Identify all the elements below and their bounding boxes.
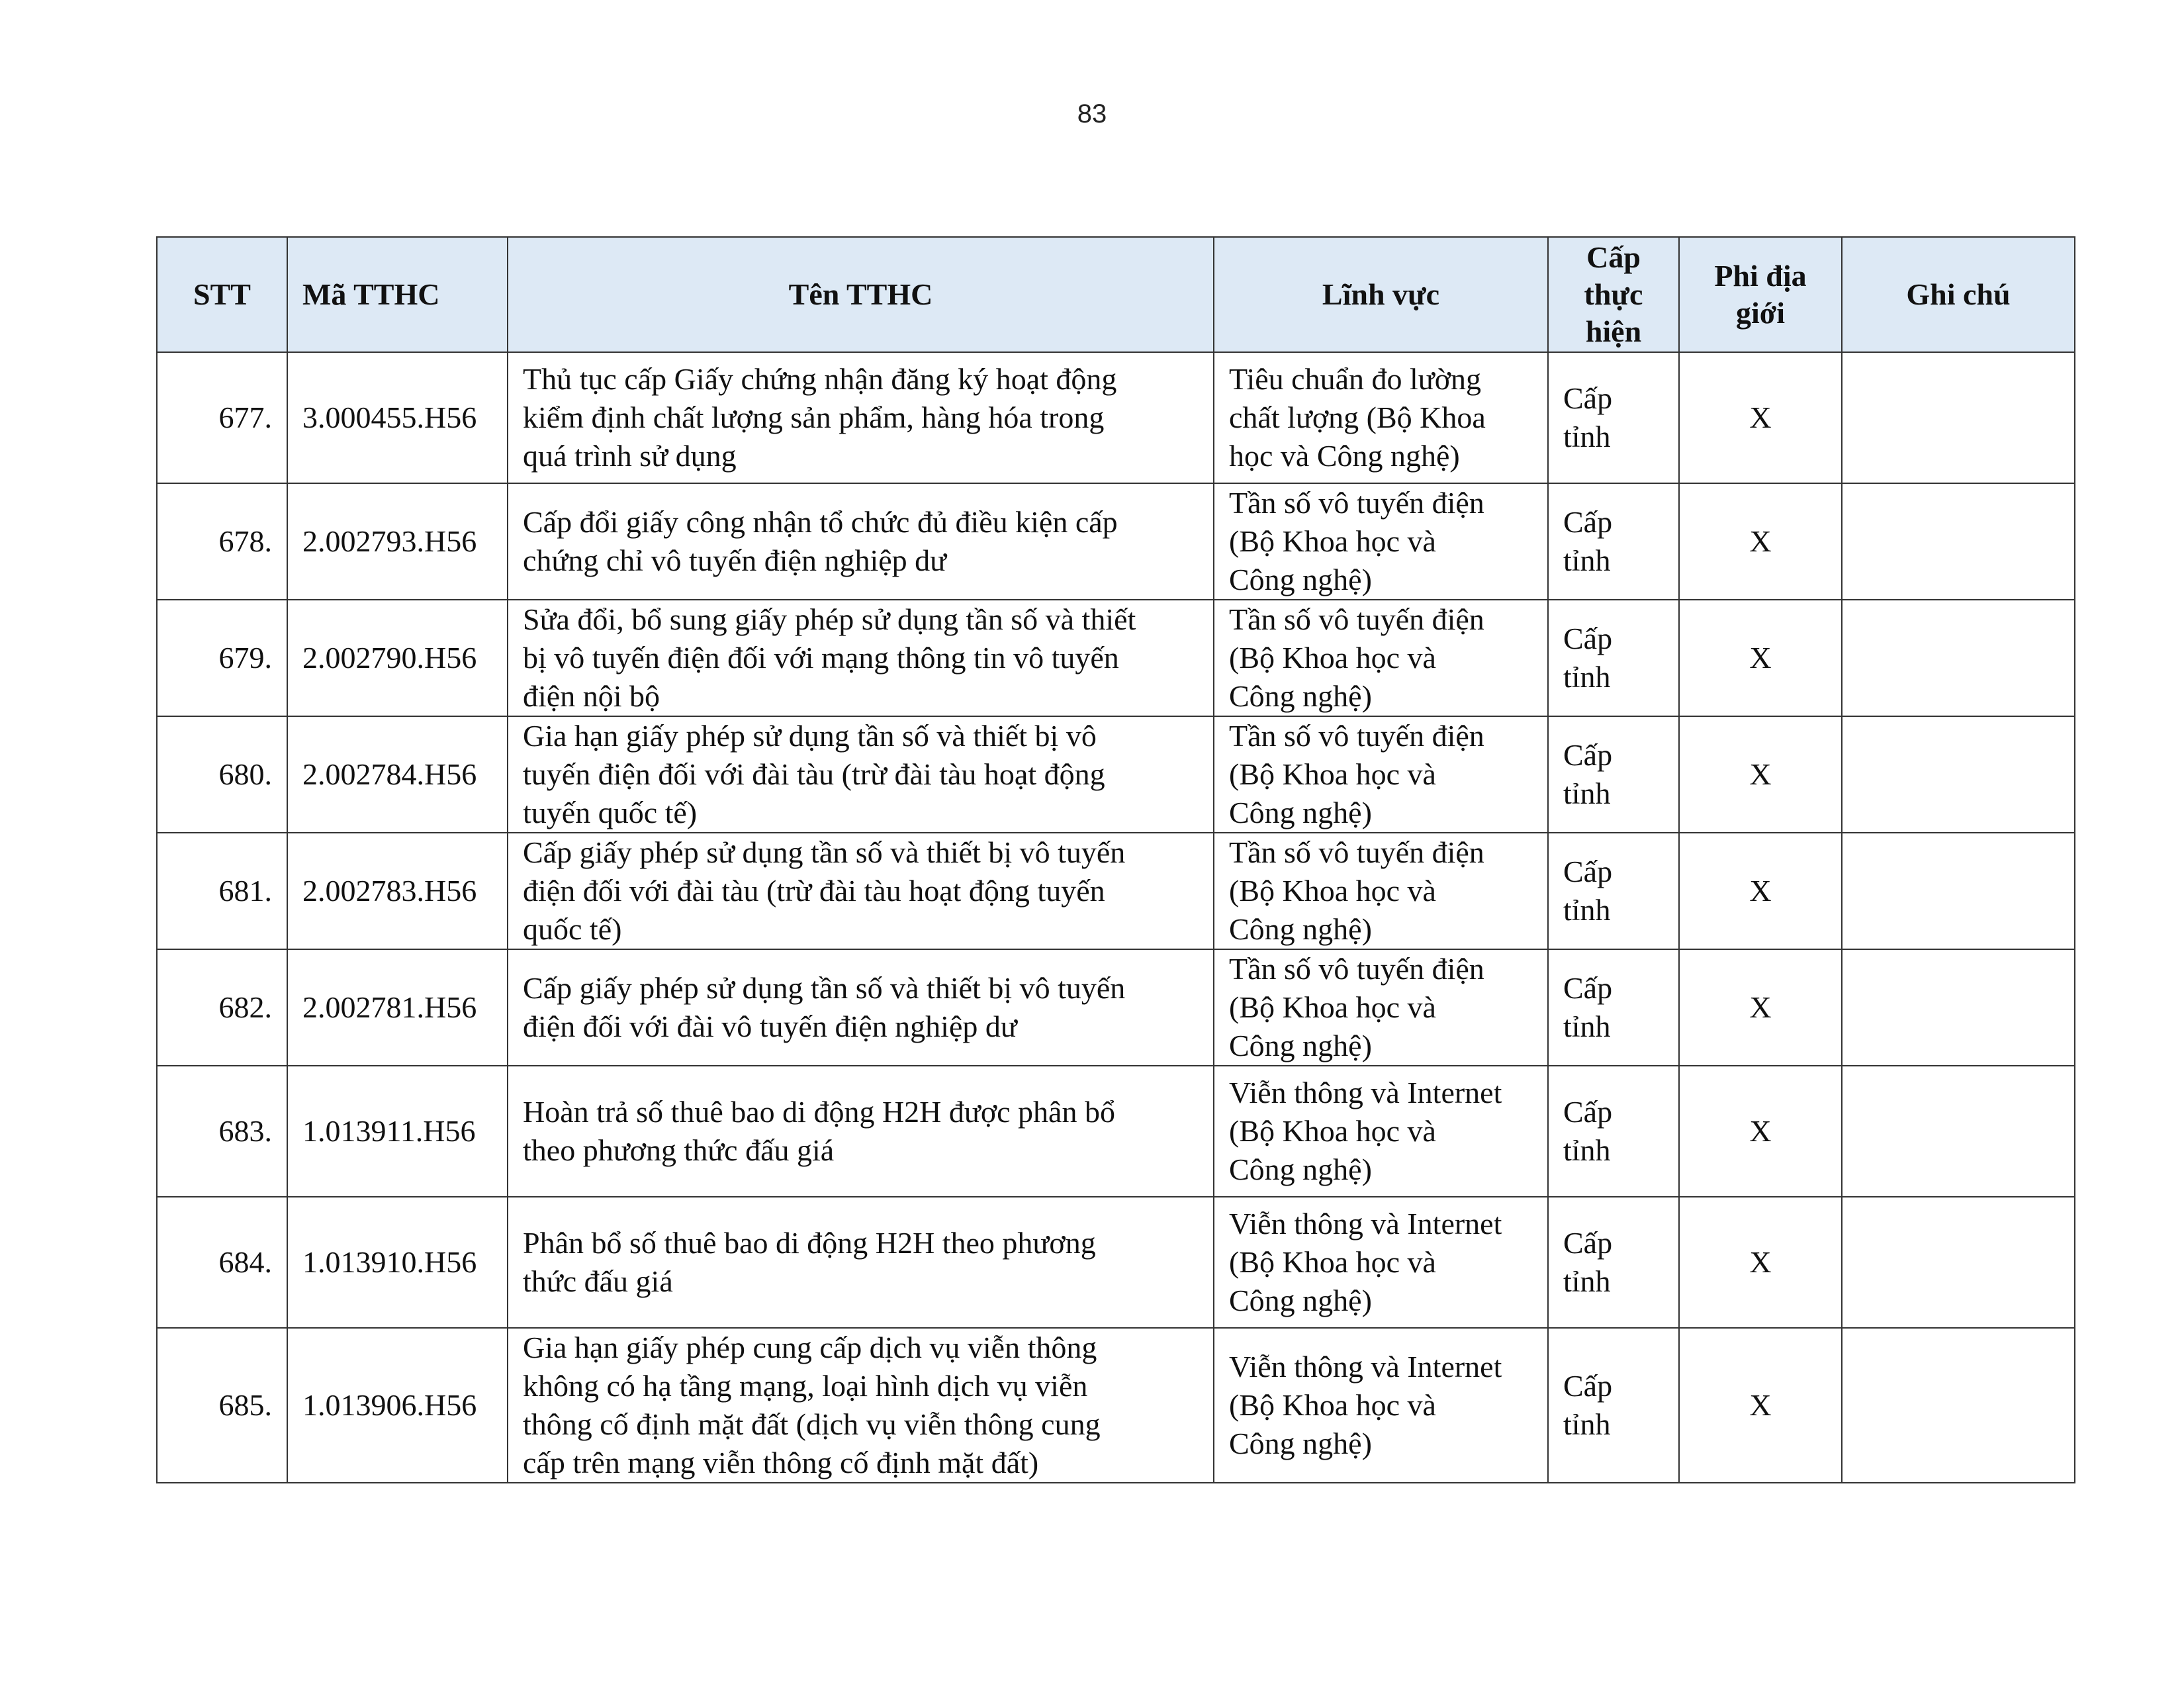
text-line: chất lượng (Bộ Khoa xyxy=(1229,400,1486,434)
table-header xyxy=(157,237,2075,352)
text-line: thông cố định mặt đất (dịch vụ viễn thông cung xyxy=(523,1407,1101,1441)
cell-ten-tthc xyxy=(508,833,1214,949)
text-line: Viễn thông và Internet xyxy=(1229,1207,1502,1241)
text-line: Công nghệ) xyxy=(1229,796,1372,829)
text-line: (Bộ Khoa học và xyxy=(1229,1245,1436,1279)
cell-linh-vuc xyxy=(1214,716,1548,833)
text-line: quốc tế) xyxy=(523,912,622,946)
text-line: điện đối với đài vô tuyến điện nghiệp dư xyxy=(523,1009,1017,1043)
cell-linh-vuc xyxy=(1214,833,1548,949)
table-row xyxy=(157,716,2075,833)
header-phi-dia-gioi xyxy=(1679,237,1842,352)
text-line: Công nghệ) xyxy=(1229,1427,1372,1460)
cell-ten-tthc xyxy=(508,600,1214,716)
cell-phi-dia-gioi: X xyxy=(1679,949,1842,1066)
text-line: tỉnh xyxy=(1563,1407,1611,1441)
header-cap-line2: thực xyxy=(1584,277,1643,311)
header-phi-line1: Phi địa xyxy=(1714,259,1807,293)
text-line: Cấp xyxy=(1563,971,1613,1005)
text-line: (Bộ Khoa học và xyxy=(1229,990,1436,1024)
text-line: (Bộ Khoa học và xyxy=(1229,874,1436,908)
cell-ma-tthc: 2.002783.H56 xyxy=(287,833,508,949)
text-line: cấp trên mạng viễn thông cố định mặt đất) xyxy=(523,1446,1039,1479)
cell-ma-tthc: 2.002781.H56 xyxy=(287,949,508,1066)
cell-ten-tthc xyxy=(508,949,1214,1066)
text-line: Công nghệ) xyxy=(1229,912,1372,946)
text-line: kiểm định chất lượng sản phẩm, hàng hóa trong xyxy=(523,400,1105,434)
text-line: quá trình sử dụng xyxy=(523,439,737,473)
text-line: Cấp xyxy=(1563,1095,1613,1129)
text-line: Viễn thông và Internet xyxy=(1229,1350,1502,1383)
cell-linh-vuc xyxy=(1214,949,1548,1066)
cell-phi-dia-gioi: X xyxy=(1679,716,1842,833)
procedures-table xyxy=(156,236,2075,1483)
text-line: Tần số vô tuyến điện xyxy=(1229,835,1484,869)
text-line: chứng chỉ vô tuyến điện nghiệp dư xyxy=(523,543,947,577)
cell-cap-thuc-hien xyxy=(1548,716,1679,833)
text-line: (Bộ Khoa học và xyxy=(1229,757,1436,791)
text-line: tỉnh xyxy=(1563,776,1611,810)
text-line: Gia hạn giấy phép sử dụng tần số và thiết bị vô xyxy=(523,719,1097,753)
text-line: Gia hạn giấy phép cung cấp dịch vụ viễn thông xyxy=(523,1331,1097,1364)
cell-phi-dia-gioi: X xyxy=(1679,833,1842,949)
text-line: Cấp xyxy=(1563,1369,1613,1403)
cell-ma-tthc: 2.002784.H56 xyxy=(287,716,508,833)
cell-linh-vuc xyxy=(1214,483,1548,600)
text-line: Tần số vô tuyến điện xyxy=(1229,486,1484,520)
cell-ghi-chu xyxy=(1842,352,2075,483)
cell-ghi-chu xyxy=(1842,600,2075,716)
cell-ghi-chu xyxy=(1842,1328,2075,1483)
cell-stt: 683. xyxy=(157,1066,287,1197)
header-ten-tthc: Tên TTHC xyxy=(508,237,1214,352)
text-line: Tần số vô tuyến điện xyxy=(1229,602,1484,636)
text-line: tuyến điện đối với đài tàu (trừ đài tàu hoạt động xyxy=(523,757,1105,791)
text-line: Phân bổ số thuê bao di động H2H theo phương xyxy=(523,1226,1096,1260)
cell-ma-tthc: 2.002790.H56 xyxy=(287,600,508,716)
header-stt: STT xyxy=(157,237,287,352)
text-line: Hoàn trả số thuê bao di động H2H được phân bổ xyxy=(523,1095,1115,1129)
text-line: điện đối với đài tàu (trừ đài tàu hoạt động tuyến xyxy=(523,874,1105,908)
text-line: Công nghệ) xyxy=(1229,679,1372,713)
cell-ten-tthc xyxy=(508,1066,1214,1197)
cell-linh-vuc xyxy=(1214,1066,1548,1197)
text-line: tỉnh xyxy=(1563,660,1611,694)
text-line: tỉnh xyxy=(1563,1264,1611,1298)
table-row xyxy=(157,483,2075,600)
header-ma-tthc: Mã TTHC xyxy=(287,237,508,352)
text-line: Công nghệ) xyxy=(1229,563,1372,596)
header-linh-vuc: Lĩnh vực xyxy=(1214,237,1548,352)
cell-ten-tthc xyxy=(508,352,1214,483)
text-line: điện nội bộ xyxy=(523,679,660,713)
header-cap-line1: Cấp xyxy=(1586,240,1641,274)
header-ghi-chu: Ghi chú xyxy=(1842,237,2075,352)
text-line: tuyến quốc tế) xyxy=(523,796,698,829)
text-line: Cấp giấy phép sử dụng tần số và thiết bị vô tuyến xyxy=(523,971,1126,1005)
cell-ghi-chu xyxy=(1842,1066,2075,1197)
text-line: Cấp đổi giấy công nhận tổ chức đủ điều kiện cấp xyxy=(523,505,1118,539)
cell-ghi-chu xyxy=(1842,949,2075,1066)
text-line: Cấp xyxy=(1563,1226,1613,1260)
cell-ma-tthc: 2.002793.H56 xyxy=(287,483,508,600)
page-number: 83 xyxy=(1077,99,1107,128)
cell-cap-thuc-hien xyxy=(1548,1197,1679,1328)
text-line: Công nghệ) xyxy=(1229,1152,1372,1186)
text-line: (Bộ Khoa học và xyxy=(1229,641,1436,675)
cell-phi-dia-gioi: X xyxy=(1679,1197,1842,1328)
cell-ghi-chu xyxy=(1842,1197,2075,1328)
text-line: Tần số vô tuyến điện xyxy=(1229,719,1484,753)
cell-cap-thuc-hien xyxy=(1548,833,1679,949)
cell-cap-thuc-hien xyxy=(1548,600,1679,716)
cell-ten-tthc xyxy=(508,483,1214,600)
cell-cap-thuc-hien xyxy=(1548,1066,1679,1197)
cell-linh-vuc xyxy=(1214,600,1548,716)
cell-ten-tthc xyxy=(508,1197,1214,1328)
text-line: thức đấu giá xyxy=(523,1264,673,1298)
cell-stt: 680. xyxy=(157,716,287,833)
text-line: (Bộ Khoa học và xyxy=(1229,1114,1436,1148)
cell-ghi-chu xyxy=(1842,833,2075,949)
cell-linh-vuc xyxy=(1214,1328,1548,1483)
cell-ghi-chu xyxy=(1842,716,2075,833)
text-line: Công nghệ) xyxy=(1229,1029,1372,1062)
cell-stt: 679. xyxy=(157,600,287,716)
text-line: Cấp xyxy=(1563,505,1613,539)
text-line: tỉnh xyxy=(1563,1133,1611,1167)
table-body xyxy=(157,352,2075,1483)
text-line: Cấp xyxy=(1563,855,1613,888)
table-row xyxy=(157,352,2075,483)
header-phi-line2: giới xyxy=(1735,296,1786,330)
cell-phi-dia-gioi: X xyxy=(1679,352,1842,483)
text-line: Thủ tục cấp Giấy chứng nhận đăng ký hoạt động xyxy=(523,362,1117,396)
table-row xyxy=(157,949,2075,1066)
table-row xyxy=(157,1066,2075,1197)
text-line: học và Công nghệ) xyxy=(1229,439,1460,473)
cell-linh-vuc xyxy=(1214,352,1548,483)
cell-stt: 678. xyxy=(157,483,287,600)
cell-phi-dia-gioi: X xyxy=(1679,1066,1842,1197)
header-row xyxy=(157,237,2075,352)
text-line: không có hạ tầng mạng, loại hình dịch vụ viễn xyxy=(523,1369,1088,1403)
cell-phi-dia-gioi: X xyxy=(1679,483,1842,600)
text-line: theo phương thức đấu giá xyxy=(523,1133,835,1167)
text-line: Cấp xyxy=(1563,381,1613,415)
cell-ghi-chu xyxy=(1842,483,2075,600)
header-cap-thuc-hien xyxy=(1548,237,1679,352)
table-row xyxy=(157,833,2075,949)
text-line: Cấp xyxy=(1563,738,1613,772)
cell-stt: 685. xyxy=(157,1328,287,1483)
text-line: tỉnh xyxy=(1563,543,1611,577)
text-line: tỉnh xyxy=(1563,1009,1611,1043)
text-line: tỉnh xyxy=(1563,420,1611,453)
table-row xyxy=(157,1197,2075,1328)
text-line: Tần số vô tuyến điện xyxy=(1229,952,1484,986)
cell-ma-tthc: 3.000455.H56 xyxy=(287,352,508,483)
cell-phi-dia-gioi: X xyxy=(1679,600,1842,716)
text-line: Công nghệ) xyxy=(1229,1284,1372,1317)
cell-stt: 681. xyxy=(157,833,287,949)
cell-cap-thuc-hien xyxy=(1548,1328,1679,1483)
cell-ten-tthc xyxy=(508,1328,1214,1483)
table-row xyxy=(157,1328,2075,1483)
text-line: (Bộ Khoa học và xyxy=(1229,1388,1436,1422)
cell-cap-thuc-hien xyxy=(1548,949,1679,1066)
cell-stt: 684. xyxy=(157,1197,287,1328)
text-line: Cấp xyxy=(1563,622,1613,655)
text-line: tỉnh xyxy=(1563,893,1611,927)
cell-stt: 682. xyxy=(157,949,287,1066)
text-line: Viễn thông và Internet xyxy=(1229,1076,1502,1109)
cell-ma-tthc: 1.013910.H56 xyxy=(287,1197,508,1328)
cell-cap-thuc-hien xyxy=(1548,483,1679,600)
text-line: (Bộ Khoa học và xyxy=(1229,524,1436,558)
cell-linh-vuc xyxy=(1214,1197,1548,1328)
cell-cap-thuc-hien xyxy=(1548,352,1679,483)
text-line: Sửa đổi, bổ sung giấy phép sử dụng tần số và thiết xyxy=(523,602,1136,636)
text-line: bị vô tuyến điện đối với mạng thông tin vô tuyến xyxy=(523,641,1119,675)
cell-phi-dia-gioi: X xyxy=(1679,1328,1842,1483)
cell-ten-tthc xyxy=(508,716,1214,833)
cell-stt: 677. xyxy=(157,352,287,483)
text-line: Tiêu chuẩn đo lường xyxy=(1229,362,1482,396)
table-row xyxy=(157,600,2075,716)
text-line: Cấp giấy phép sử dụng tần số và thiết bị vô tuyến xyxy=(523,835,1126,869)
header-cap-line3: hiện xyxy=(1585,314,1642,348)
cell-ma-tthc: 1.013911.H56 xyxy=(287,1066,508,1197)
cell-ma-tthc: 1.013906.H56 xyxy=(287,1328,508,1483)
